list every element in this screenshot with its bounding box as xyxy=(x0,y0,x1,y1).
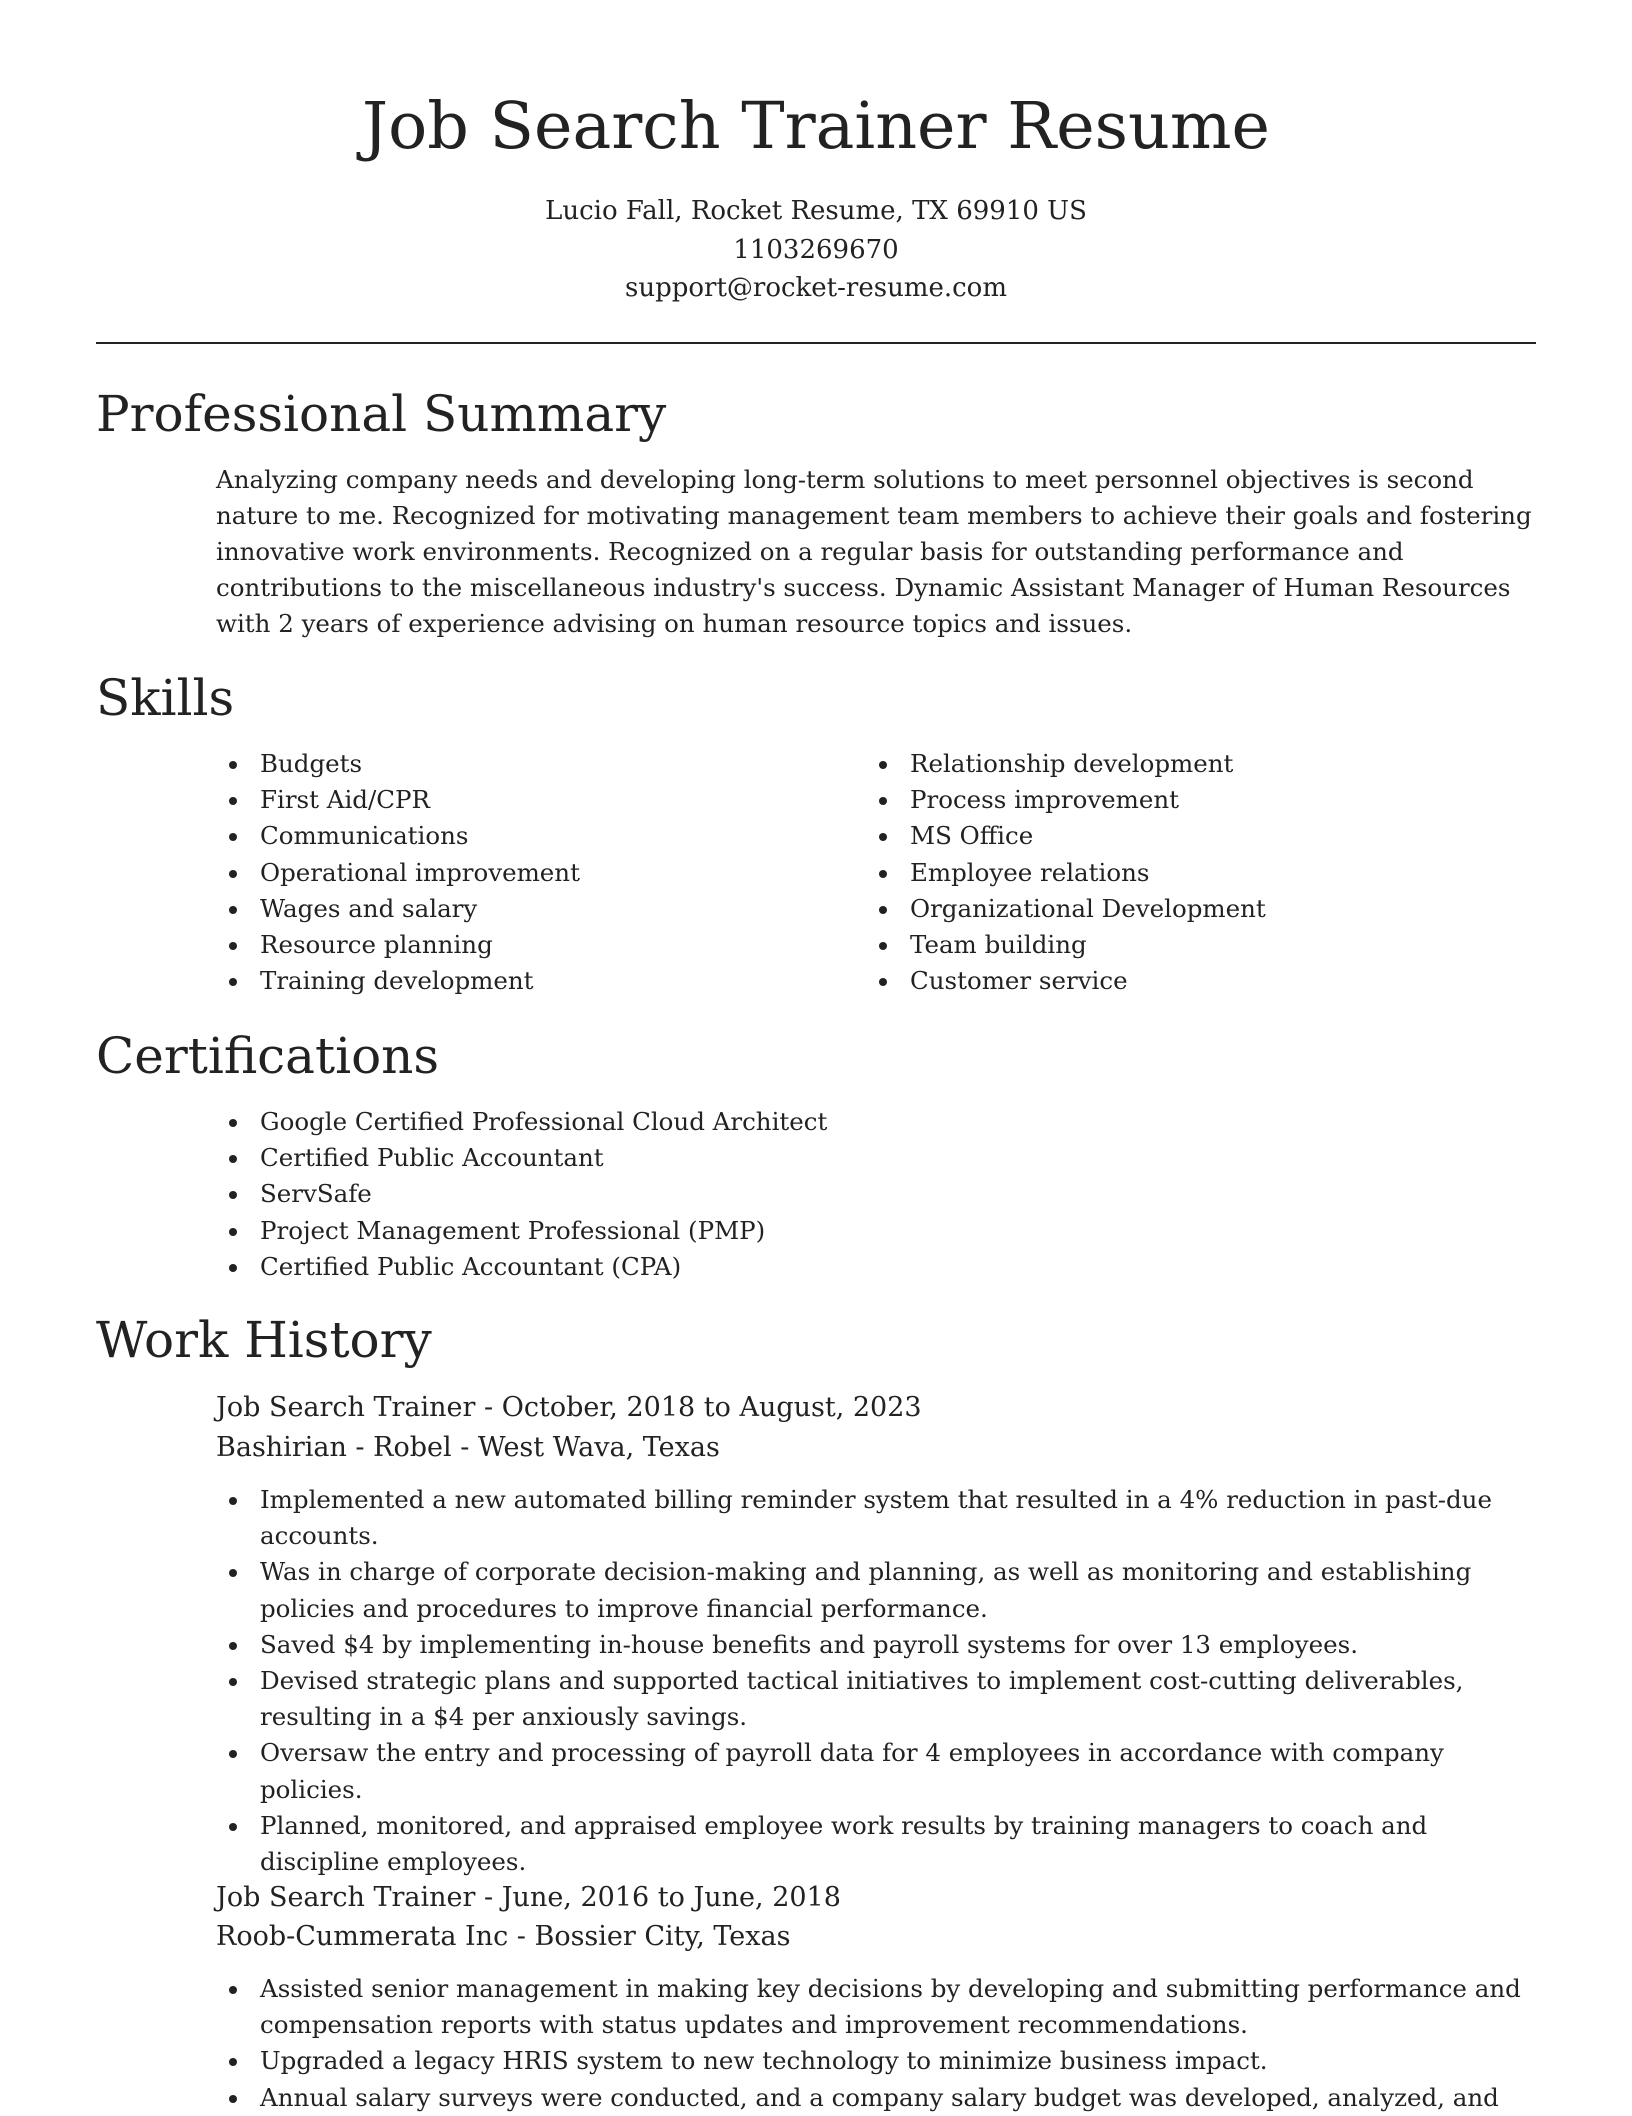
skill-item: Communications xyxy=(216,818,816,854)
skill-item: Relationship development xyxy=(866,746,1526,782)
contact-email: support@rocket-resume.com xyxy=(624,273,1007,303)
job-bullet: Was in charge of corporate decision-making and planning, as well as monitoring and establishing policies and procedures to improve financial performance. xyxy=(216,1554,1536,1626)
job-bullet: Oversaw the entry and processing of payroll data for 4 employees in accordance with company policies. xyxy=(216,1735,1536,1807)
header-divider xyxy=(96,342,1536,344)
skills-list-left xyxy=(216,746,816,999)
skill-item: Team building xyxy=(866,927,1526,963)
certification-item: Certified Public Accountant (CPA) xyxy=(216,1249,1536,1285)
resume-title: Job Search Trainer Resume xyxy=(362,89,1270,164)
skill-item: Process improvement xyxy=(866,782,1526,818)
job-company-location: Roob-Cummerata Inc - Bossier City, Texas xyxy=(216,1921,791,1952)
certification-item: ServSafe xyxy=(216,1176,1536,1212)
job-bullet: Upgraded a legacy HRIS system to new technology to minimize business impact. xyxy=(216,2043,1536,2079)
job-bullet: Devised strategic plans and supported tactical initiatives to implement cost-cutting deliverables, resulting in a $4 per anxiously savings. xyxy=(216,1663,1536,1735)
contact-phone: 1103269670 xyxy=(733,235,899,265)
certification-item: Certified Public Accountant xyxy=(216,1140,1536,1176)
job-company-location: Bashirian - Robel - West Wava, Texas xyxy=(216,1432,720,1463)
summary-heading: Professional Summary xyxy=(96,385,667,443)
job-title-dates: Job Search Trainer - October, 2018 to August, 2023 xyxy=(216,1392,922,1423)
certifications-heading: Certifications xyxy=(96,1027,440,1085)
job-bullets xyxy=(216,1971,1536,2116)
skills-list-right xyxy=(866,746,1526,999)
skill-item: Wages and salary xyxy=(216,891,816,927)
skills-heading: Skills xyxy=(96,669,235,727)
summary-text: Analyzing company needs and developing long-term solutions to meet personnel objectives is second nature to me. Recognized for motivating management team members to achieve their goals and fostering innovative work environments. Recognized on a regular basis for outstanding performance and contributions to the miscellaneous industry's success. Dynamic Assistant Manager of Human Resources with 2 years of experience advising on human resource topics and issues. xyxy=(216,465,1532,638)
job-bullet: Planned, monitored, and appraised employee work results by training managers to coach and discipline employees. xyxy=(216,1808,1536,1880)
work-history-heading: Work History xyxy=(96,1311,432,1369)
skill-item: MS Office xyxy=(866,818,1526,854)
job-bullet: Implemented a new automated billing reminder system that resulted in a 4% reduction in past-due accounts. xyxy=(216,1482,1536,1554)
certification-item: Project Management Professional (PMP) xyxy=(216,1213,1536,1249)
skill-item: Customer service xyxy=(866,963,1526,999)
job-bullet: Assisted senior management in making key decisions by developing and submitting performance and compensation reports with status updates and improvement recommendations. xyxy=(216,1971,1536,2043)
job-bullet: Annual salary surveys were conducted, and a company salary budget was developed, analyzed, and xyxy=(216,2080,1536,2116)
skill-item: First Aid/CPR xyxy=(216,782,816,818)
certifications-list xyxy=(216,1104,1536,1285)
skill-item: Training development xyxy=(216,963,816,999)
skill-item: Budgets xyxy=(216,746,816,782)
skill-item: Operational improvement xyxy=(216,855,816,891)
job-bullets xyxy=(216,1482,1536,1880)
job-title-dates: Job Search Trainer - June, 2016 to June, 2018 xyxy=(216,1882,841,1913)
skill-item: Resource planning xyxy=(216,927,816,963)
certification-item: Google Certified Professional Cloud Architect xyxy=(216,1104,1536,1140)
skill-item: Organizational Development xyxy=(866,891,1526,927)
skill-item: Employee relations xyxy=(866,855,1526,891)
contact-address: Lucio Fall, Rocket Resume, TX 69910 US xyxy=(545,196,1087,226)
job-bullet: Saved $4 by implementing in-house benefits and payroll systems for over 13 employees. xyxy=(216,1627,1536,1663)
